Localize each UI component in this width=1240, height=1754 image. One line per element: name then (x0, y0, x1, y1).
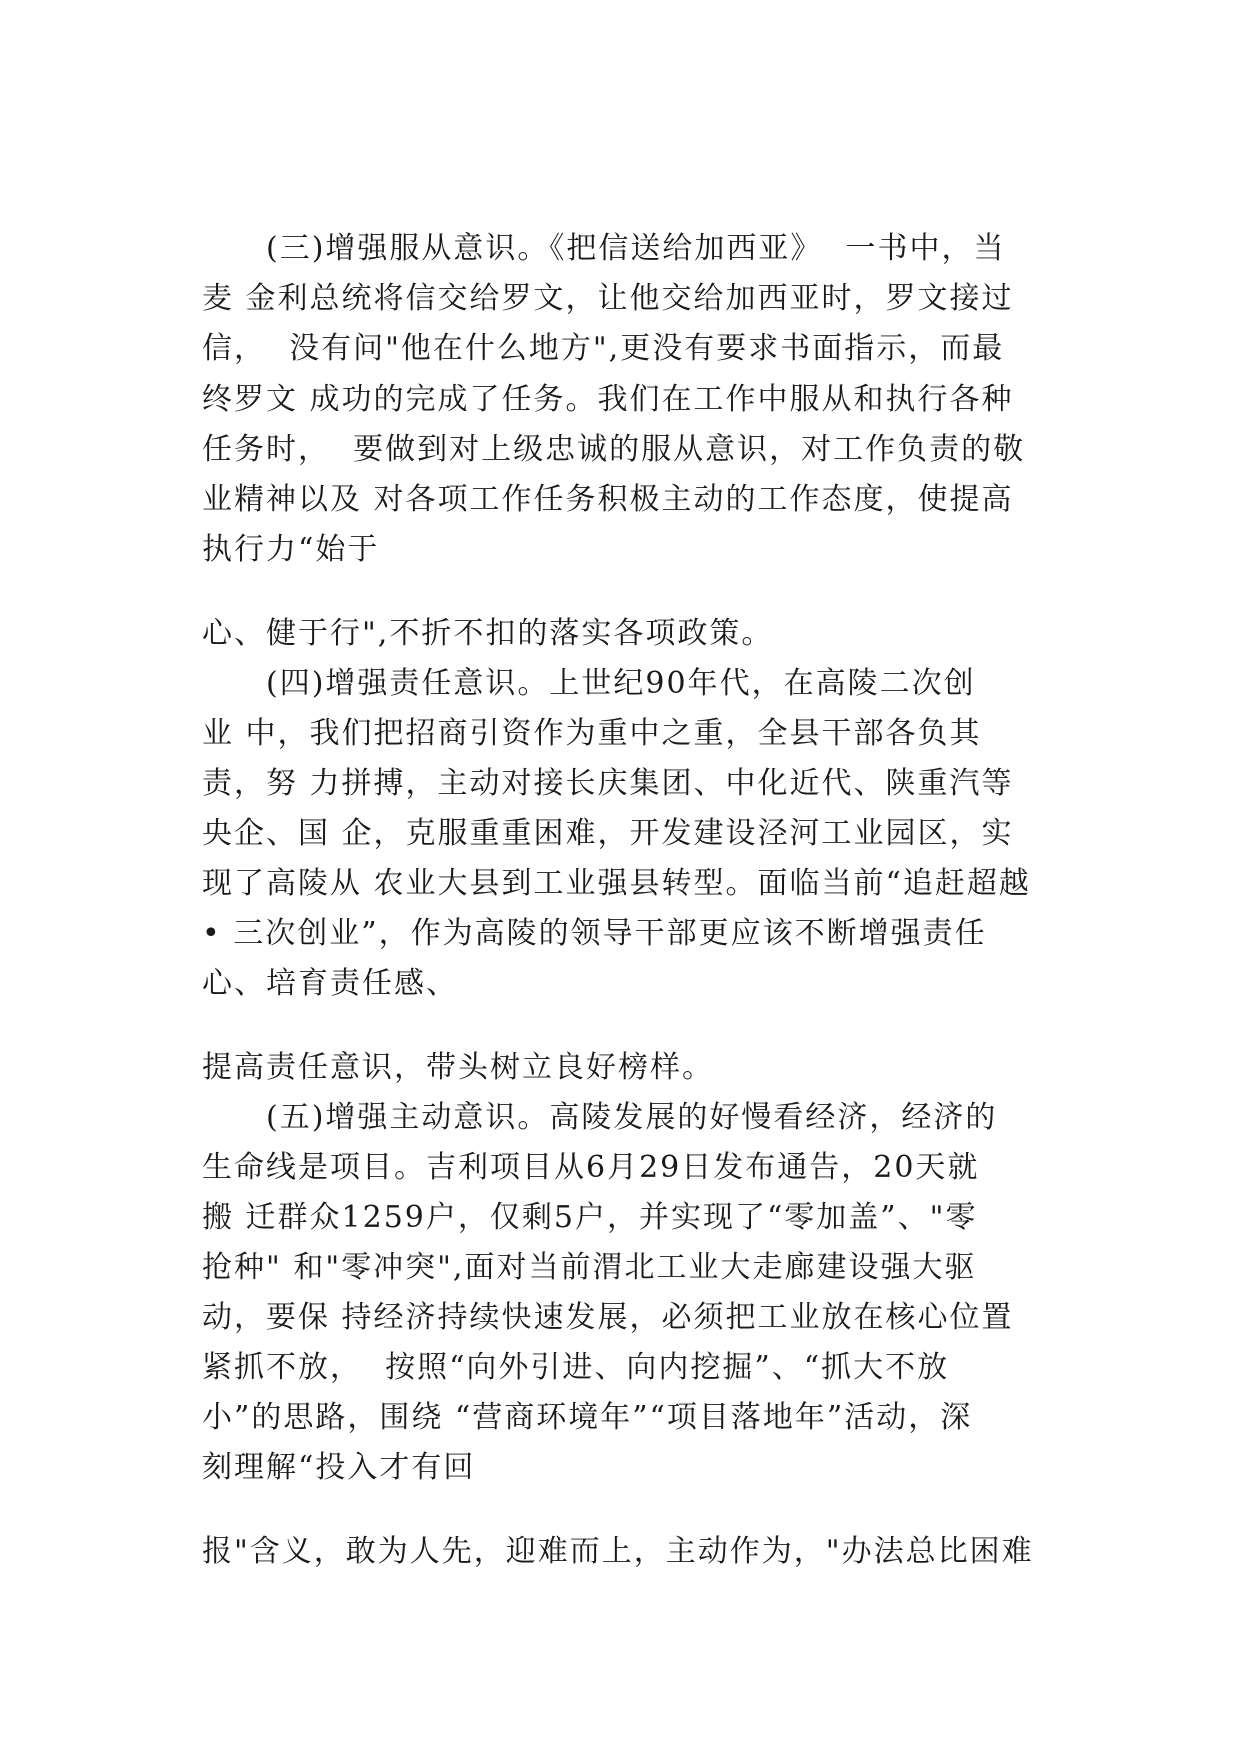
text-line-14: • 三次创业”，作为高陵的领导干部更应该不断增强责任 (202, 916, 987, 951)
text-line-15: 心、培育责任感、 (202, 966, 458, 1001)
text-line-17: (五)增强主动意识。高陵发展的好慢看经济，经济的 (202, 1100, 998, 1135)
text-line-23: 小”的思路，围绕 “营商环境年”“项目落地年”活动，深 (202, 1400, 973, 1435)
text-line-21: 动，要保 持经济持续快速发展，必须把工业放在核心位置 (202, 1300, 1014, 1335)
text-line-8: 心、健于行",不折不扣的落实各项政策。 (202, 616, 774, 651)
text-line-9: (四)增强责任意识。上世纪90年代，在高陵二次创 (202, 666, 976, 701)
text-line-11: 责，努 力拼搏，主动对接长庆集团、中化近代、陕重汽等 (202, 766, 1014, 801)
text-line-20: 抢种" 和"零冲突",面对当前渭北工业大走廊建设强大驱 (202, 1250, 977, 1285)
text-line-1: (三)增强服从意识。《把信送给加西亚》 一书中，当 (202, 231, 1006, 266)
text-line-24: 刻理解“投入才有回 (202, 1450, 476, 1485)
text-line-2: 麦 金利总统将信交给罗文，让他交给加西亚时，罗文接过 (202, 281, 1014, 316)
text-line-22: 紧抓不放， 按照“向外引进、向内挖掘”、“抓大不放 (202, 1350, 950, 1385)
text-line-25: 报"含义，敢为人先，迎难而上，主动作为，"办法总比困难 (202, 1534, 1034, 1569)
text-line-7: 执行力“始于 (202, 532, 380, 567)
text-line-13: 现了高陵从 农业大县到工业强县转型。面临当前“追赶超越 (202, 866, 1031, 901)
text-line-10: 业 中，我们把招商引资作为重中之重，全县干部各负其 (202, 716, 982, 751)
text-line-16: 提高责任意识，带头树立良好榜样。 (202, 1050, 714, 1085)
text-line-4: 终罗文 成功的完成了任务。我们在工作中服从和执行各种 (202, 382, 1014, 417)
text-line-6: 业精神以及 对各项工作任务积极主动的工作态度，使提高 (202, 482, 1014, 517)
text-line-19: 搬 迁群众1259户，仅剩5户，并实现了“零加盖”、"零 (202, 1200, 978, 1235)
text-line-5: 任务时， 要做到对上级忠诚的服从意识，对工作负责的敬 (202, 432, 1026, 467)
text-line-18: 生命线是项目。吉利项目从6月29日发布通告，20天就 (202, 1150, 980, 1185)
text-line-12: 央企、国 企，克服重重困难，开发建设泾河工业园区，实 (202, 816, 1014, 851)
text-line-3: 信， 没有问"他在什么地方",更没有要求书面指示，而最 (202, 331, 1005, 366)
